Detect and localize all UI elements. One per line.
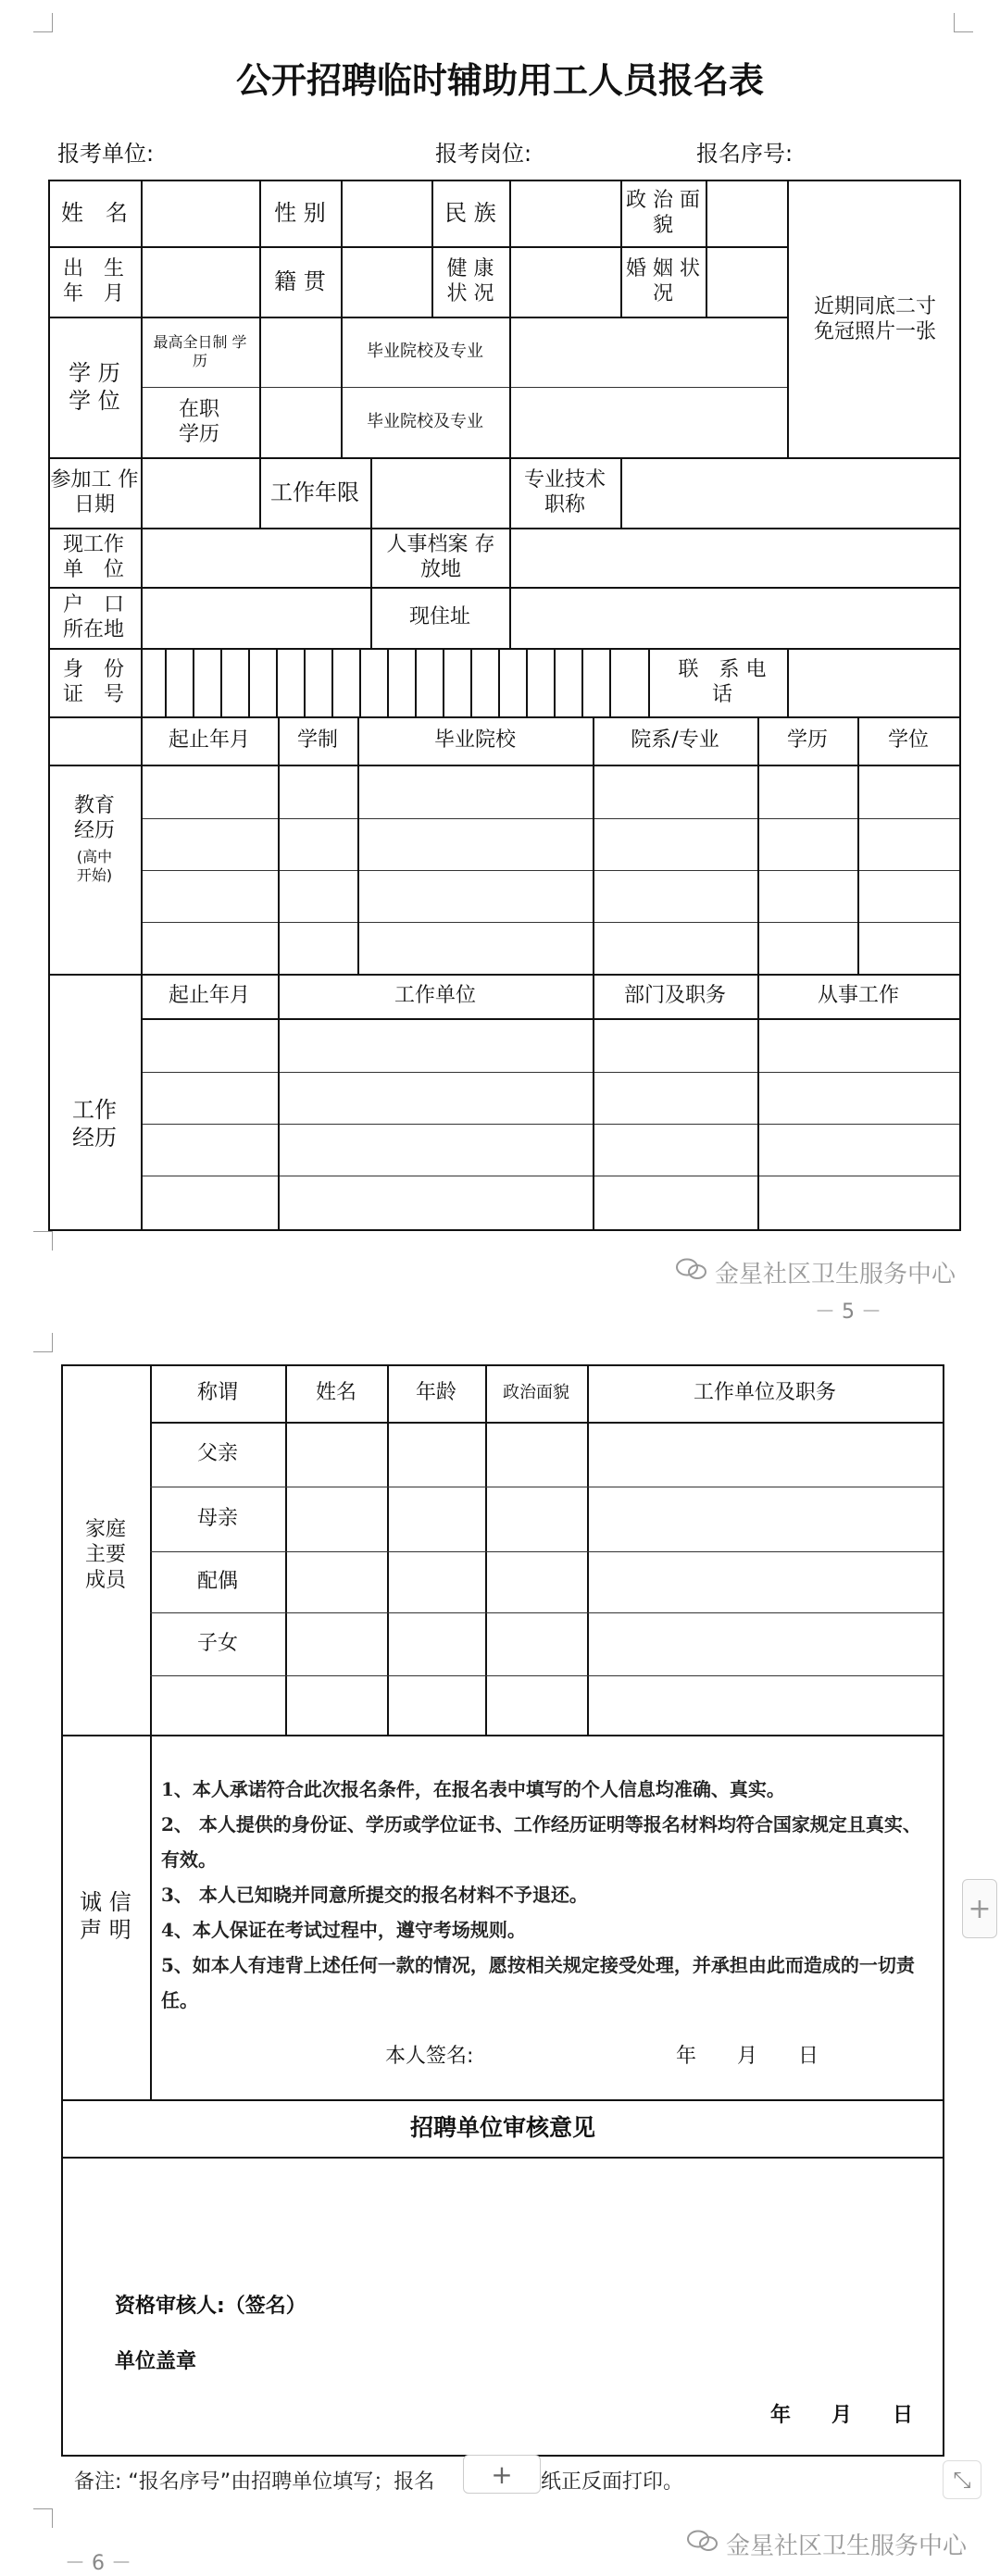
watermark-page6: 金星社区卫生服务中心 bbox=[687, 2527, 967, 2561]
label-hukou: 户 口 所在地 bbox=[62, 592, 124, 641]
watermark-page5: 金星社区卫生服务中心 bbox=[676, 1255, 956, 1289]
pledge-item-5: 5、如本人有违背上述任何一款的情况，愿按相关规定接受处理，并承担由此而造成的一切责任。 bbox=[161, 1954, 915, 2011]
add-button-bottom[interactable] bbox=[463, 2455, 541, 2494]
label-work-years: 工作年限 bbox=[270, 479, 359, 505]
field-serial-number: 报名序号: bbox=[696, 141, 794, 167]
family-header-political: 政治面貌 bbox=[503, 1382, 569, 1402]
label-work-history: 工作 经历 bbox=[72, 1097, 117, 1151]
label-health: 健 康 状 况 bbox=[446, 256, 494, 305]
pledge-item-4: 4、本人保证在考试过程中，遵守考场规则。 bbox=[161, 1919, 526, 1941]
label-name: 姓 名 bbox=[61, 200, 128, 226]
family-relation-mother: 母亲 bbox=[196, 1507, 238, 1531]
work-header-period: 起止年月 bbox=[168, 984, 250, 1008]
work-header-dept: 部门及职务 bbox=[623, 984, 726, 1008]
unit-seal-label: 单位盖章 bbox=[115, 2350, 197, 2373]
label-archive-location: 人事档案 存放地 bbox=[386, 532, 495, 581]
page-title: 公开招聘临时辅助用工人员报名表 bbox=[235, 60, 764, 101]
work-header-job: 从事工作 bbox=[817, 984, 899, 1008]
label-onjob-school: 毕业院校及专业 bbox=[367, 411, 483, 431]
edu-header-period: 起止年月 bbox=[168, 728, 250, 753]
plus-icon: + bbox=[968, 1892, 992, 1925]
education-history-note: (高中 开始) bbox=[76, 847, 113, 884]
edu-header-degree: 学位 bbox=[887, 728, 929, 753]
label-birth: 出 生 年 月 bbox=[62, 256, 124, 305]
edu-header-major: 院系/专业 bbox=[631, 728, 719, 753]
label-education-history bbox=[48, 765, 141, 913]
work-header-unit: 工作单位 bbox=[394, 984, 476, 1008]
label-ethnicity: 民 族 bbox=[444, 200, 496, 226]
pledge-item-3: 3、 本人已知晓并同意所提交的报名材料不予退还。 bbox=[161, 1884, 588, 1906]
field-apply-position: 报考岗位: bbox=[435, 141, 532, 167]
family-relation-spouse: 配偶 bbox=[196, 1570, 238, 1594]
pledge-item-1: 1、本人承诺符合此次报名条件，在报名表中填写的个人信息均准确、真实。 bbox=[161, 1778, 785, 1800]
label-integrity-statement: 诚 信 声 明 bbox=[80, 1889, 131, 1943]
photo-placeholder: 近期同底二寸 免冠照片一张 bbox=[813, 294, 936, 343]
edu-header-system: 学制 bbox=[296, 728, 338, 753]
family-header-relation: 称谓 bbox=[196, 1381, 238, 1405]
expand-button[interactable] bbox=[943, 2460, 981, 2499]
label-phone: 联 系 电 话 bbox=[678, 657, 787, 706]
review-title: 招聘单位审核意见 bbox=[409, 2114, 595, 2142]
wechat-icon bbox=[687, 2530, 719, 2558]
pledge-date: 年 月 日 bbox=[676, 2045, 819, 2068]
edu-header-school: 毕业院校 bbox=[433, 728, 516, 753]
education-history-title: 教育 经历 bbox=[73, 793, 115, 842]
field-apply-unit: 报考单位: bbox=[57, 141, 155, 167]
label-onjob-education: 在职 学历 bbox=[178, 397, 219, 446]
family-header-age: 年龄 bbox=[415, 1381, 456, 1405]
label-marital: 婚 姻 状 况 bbox=[626, 256, 700, 305]
pledge-signature-label: 本人签名: bbox=[385, 2045, 474, 2068]
label-fulltime-school: 毕业院校及专业 bbox=[367, 341, 483, 361]
label-address: 现住址 bbox=[408, 605, 470, 629]
label-political: 政 治 面 貌 bbox=[626, 188, 700, 237]
pledge-text bbox=[161, 1772, 933, 2018]
label-gender: 性 别 bbox=[274, 200, 326, 226]
family-relation-child: 子女 bbox=[196, 1632, 238, 1656]
reviewer-signature-label: 资格审核人:（签名） bbox=[115, 2295, 306, 2318]
page-number-5: － 5 － bbox=[815, 1300, 881, 1324]
family-header-name: 姓名 bbox=[315, 1381, 356, 1405]
label-fulltime-education: 最高全日制 学 历 bbox=[153, 333, 247, 369]
footnote-left: 备注: “报名序号”由招聘单位填写；报名 bbox=[74, 2470, 435, 2494]
label-native-place: 籍 贯 bbox=[274, 268, 326, 294]
label-work-start-date: 参加工 作日期 bbox=[50, 467, 139, 516]
footnote-right: 纸正反面打印。 bbox=[541, 2470, 684, 2494]
family-relation-father: 父亲 bbox=[196, 1442, 238, 1466]
label-education-degree: 学 历 学 位 bbox=[69, 360, 120, 414]
page-number-6: － 6 － bbox=[65, 2552, 131, 2575]
label-family-members: 家庭 主要 成员 bbox=[84, 1517, 126, 1592]
plus-icon: + bbox=[491, 2458, 513, 2490]
family-header-workunit: 工作单位及职务 bbox=[693, 1381, 836, 1405]
label-current-unit: 现工作 单 位 bbox=[62, 532, 124, 581]
label-id-card: 身 份 证 号 bbox=[62, 657, 124, 706]
review-date: 年 月 日 bbox=[770, 2404, 914, 2427]
label-professional-title: 专业技术 职称 bbox=[523, 467, 606, 516]
add-button-side[interactable] bbox=[962, 1879, 997, 1938]
wechat-icon bbox=[676, 1258, 707, 1287]
expand-icon: ⤡ bbox=[953, 2467, 971, 2493]
pledge-item-2: 2、 本人提供的身份证、学历或学位证书、工作经历证明等报名材料均符合国家规定且真实、有效。 bbox=[161, 1813, 921, 1871]
edu-header-education: 学历 bbox=[786, 728, 828, 753]
